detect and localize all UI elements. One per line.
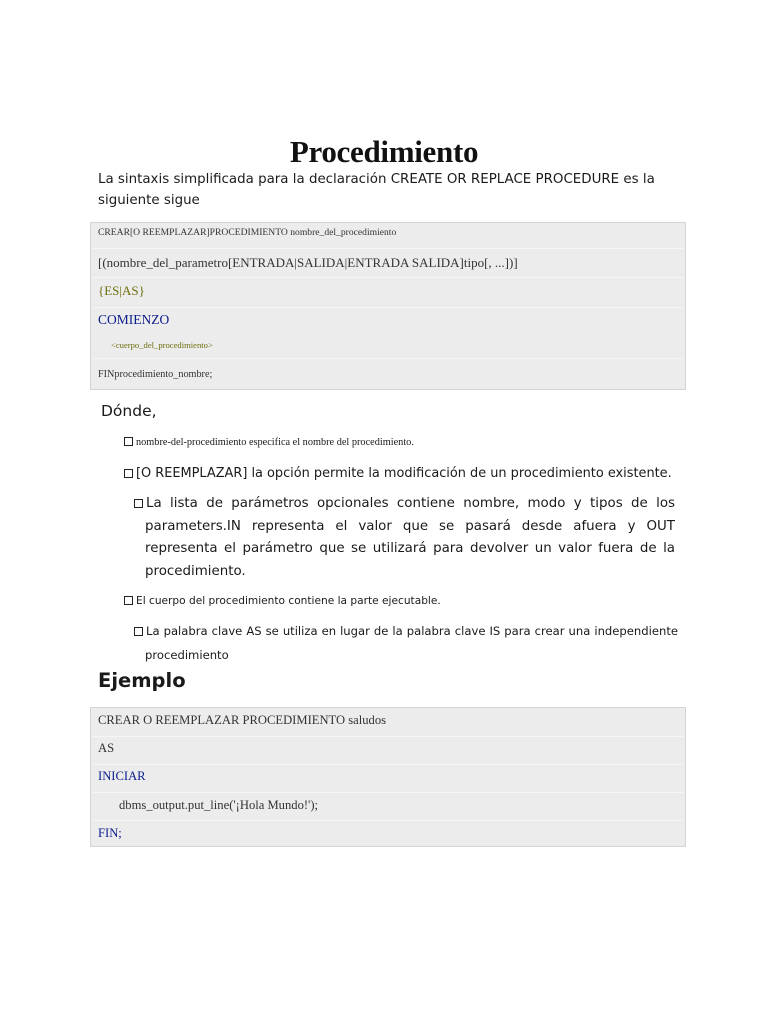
donde-label: Dónde, xyxy=(101,402,157,420)
list-item: El cuerpo del procedimiento contiene la parte ejecutable. xyxy=(124,592,675,610)
example-heading: Ejemplo xyxy=(98,669,186,692)
code-row-divider xyxy=(92,736,684,737)
intro-paragraph: La sintaxis simplificada para la declaración CREATE OR REPLACE PROCEDURE es la siguiente sigue xyxy=(98,172,655,208)
example-line-end: FIN; xyxy=(98,826,122,840)
syntax-line-end: FINprocedimiento_nombre; xyxy=(98,369,213,380)
page-title: Procedimiento xyxy=(289,134,479,169)
code-row-divider xyxy=(92,358,684,359)
code-row-divider xyxy=(92,820,684,821)
syntax-line-begin: COMIENZO xyxy=(98,312,170,327)
syntax-line-parameters: [(nombre_del_parametro[ENTRADA|SALIDA|ENTRADA SALIDA]tipo[, ...])] xyxy=(98,255,518,270)
code-row-divider xyxy=(92,764,684,765)
list-item: La palabra clave AS se utiliza en lugar de la palabra clave IS para crear una independiente procedimiento xyxy=(124,619,675,667)
example-code-block xyxy=(90,707,686,847)
bullet-box-icon xyxy=(124,469,133,478)
list-item: nombre-del-procedimiento especifica el nombre del procedimiento. xyxy=(124,434,675,452)
bullet-box-icon xyxy=(134,627,143,636)
syntax-line-body: <cuerpo_del_procedimiento> xyxy=(111,340,213,350)
syntax-line-create: CREAR[O REEMPLAZAR]PROCEDIMIENTO nombre_del_procedimiento xyxy=(98,227,397,238)
code-row-divider xyxy=(92,277,684,278)
example-line-begin: INICIAR xyxy=(98,769,146,783)
code-row-divider xyxy=(92,307,684,308)
example-line-create: CREAR O REEMPLAZAR PROCEDIMIENTO saludos xyxy=(98,713,387,727)
syntax-line-is-as: {ES|AS} xyxy=(98,283,145,298)
code-row-divider xyxy=(92,248,684,249)
bullet-box-icon xyxy=(124,437,133,446)
bullet-box-icon xyxy=(124,596,133,605)
example-line-output: dbms_output.put_line('¡Hola Mundo!'); xyxy=(119,798,319,812)
example-line-as: AS xyxy=(98,741,115,755)
list-item: [O REEMPLAZAR] la opción permite la modificación de un procedimiento existente. xyxy=(124,463,675,486)
syntax-code-block xyxy=(90,222,686,390)
list-item: La lista de parámetros opcionales contiene nombre, modo y tipos de los parameters.IN representa el valor que se pasará desde afuera y OUT representa el parámetro que se utilizará para devolver un valor fuera de la procedimiento. xyxy=(124,493,675,583)
bullet-box-icon xyxy=(134,499,143,508)
code-row-divider xyxy=(92,792,684,793)
